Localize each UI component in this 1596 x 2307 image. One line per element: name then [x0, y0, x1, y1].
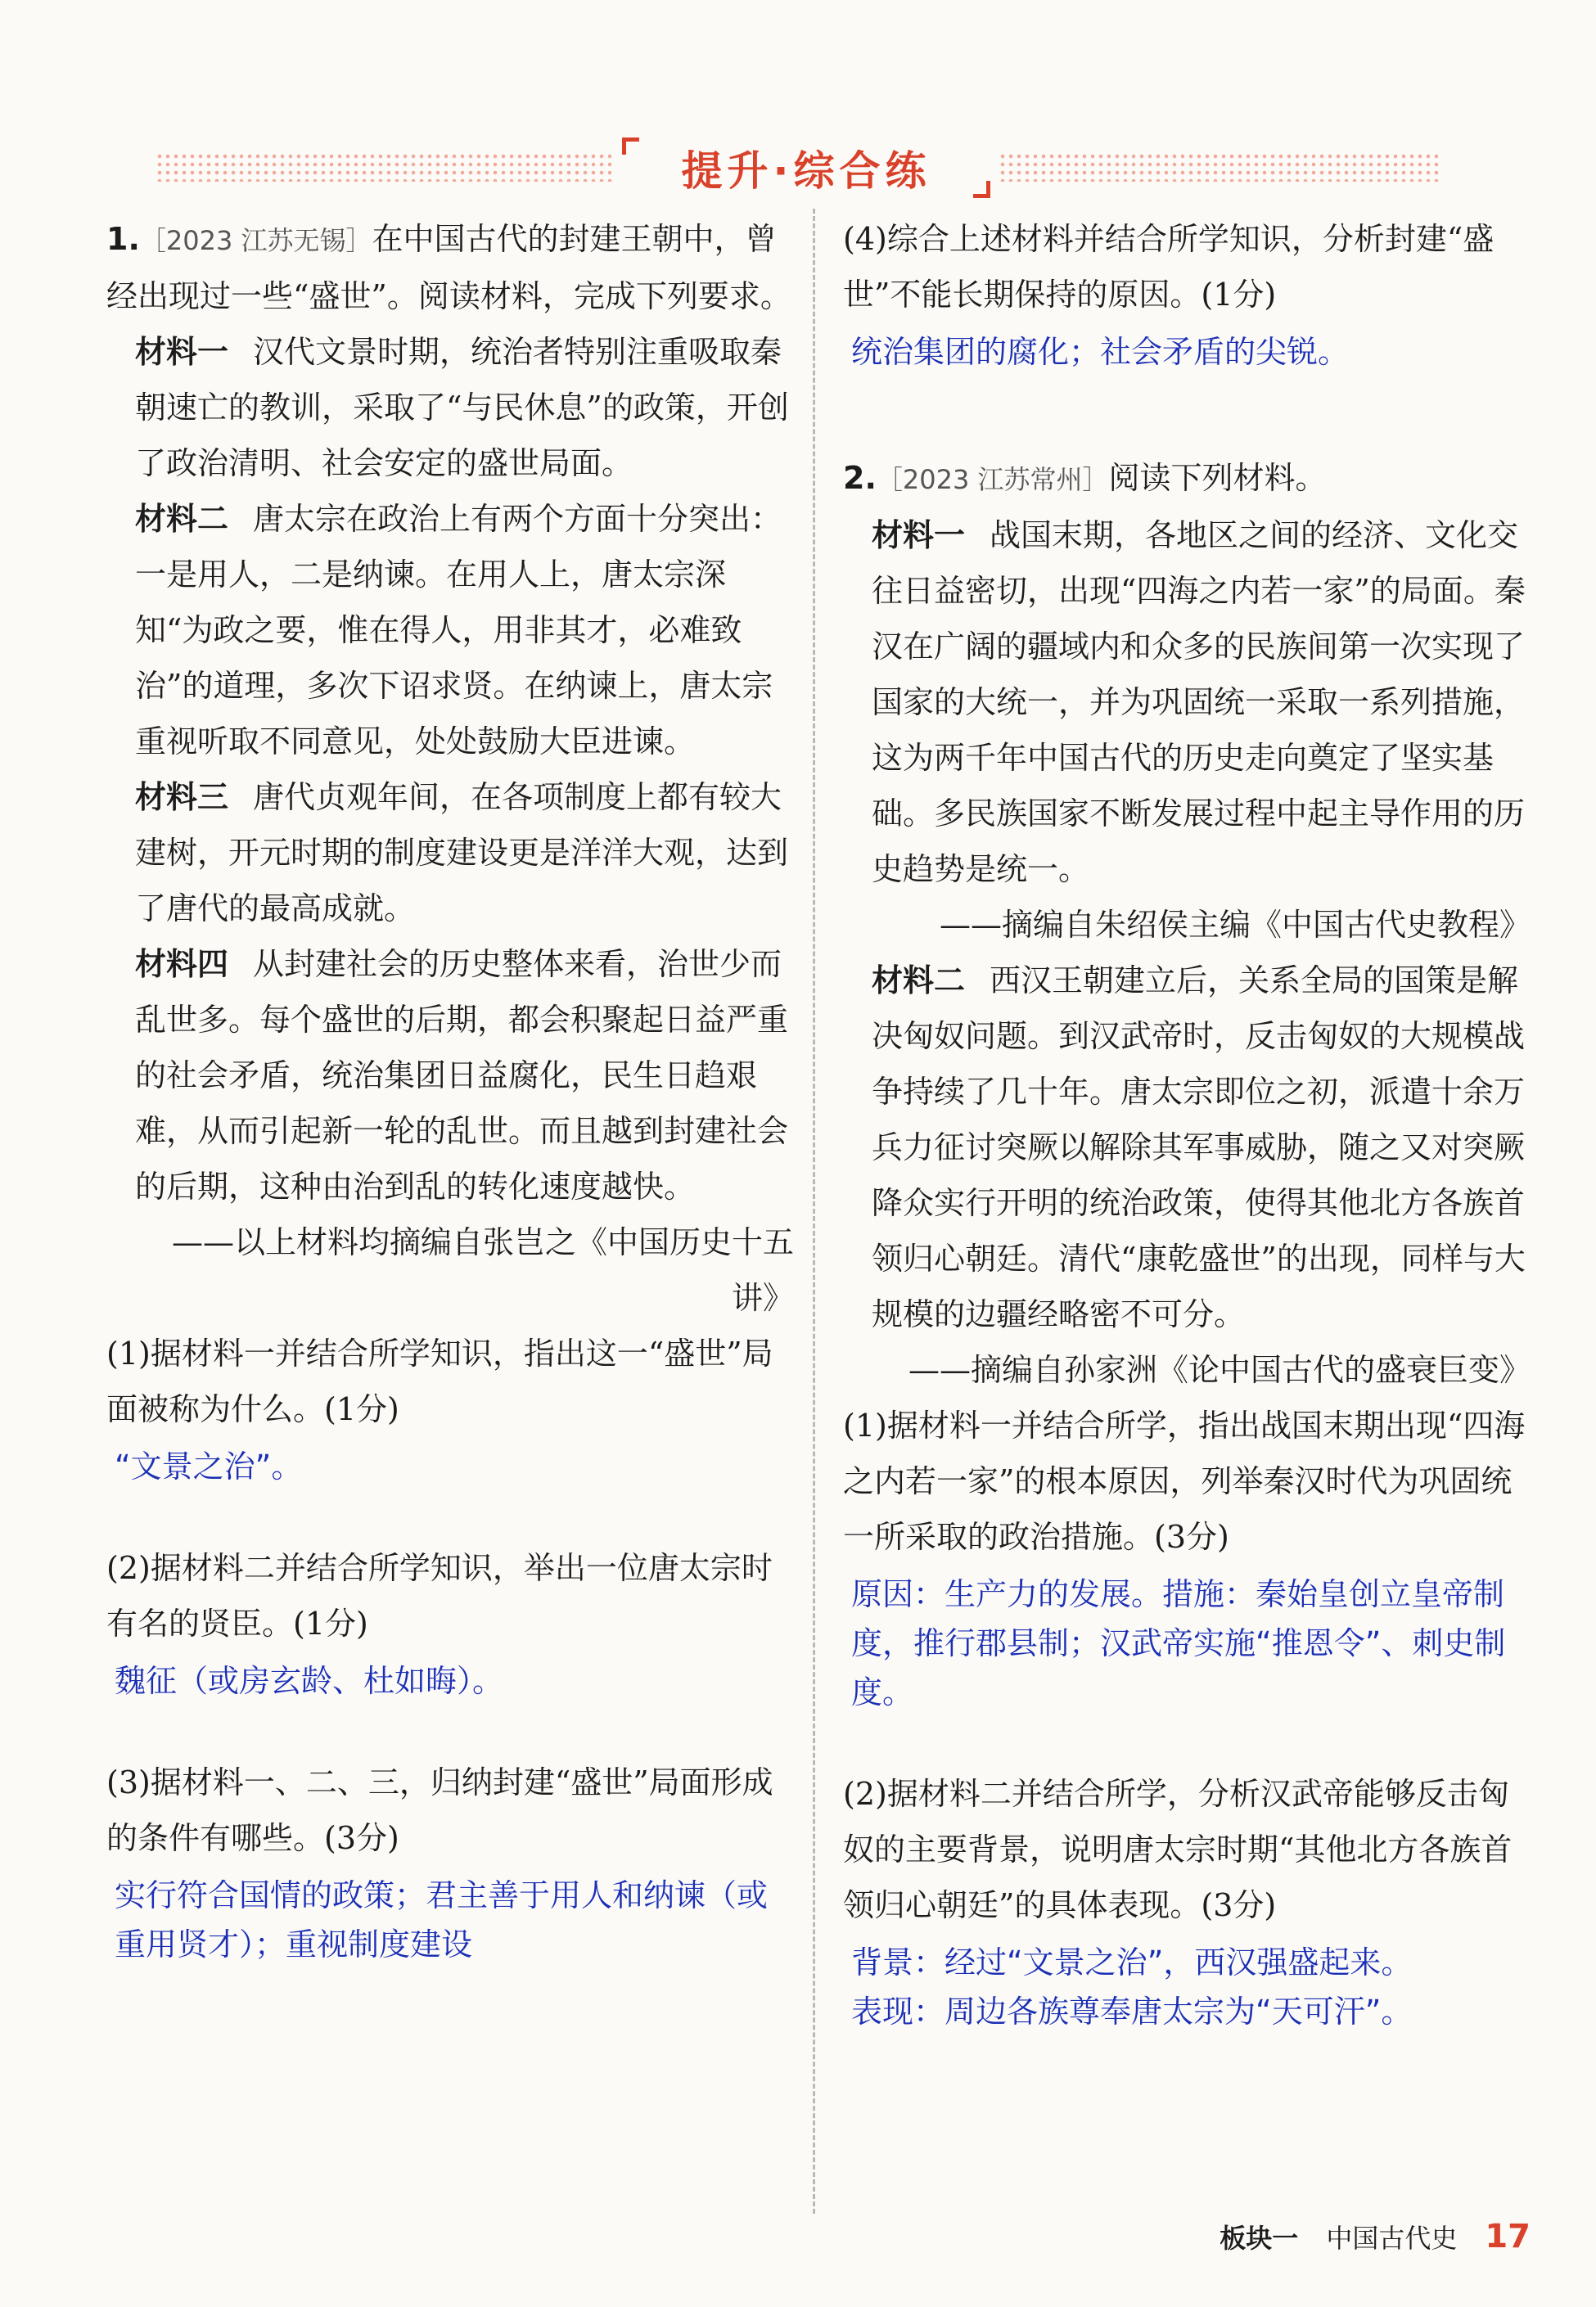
question-2-source: ［2023 江苏常州］: [876, 464, 1109, 495]
material-block: [135, 769, 794, 936]
question-2-source-note-2: ——摘编自孙家洲《论中国古代的盛衰巨变》: [908, 1352, 1531, 1388]
header-title: 提升·综合练: [681, 147, 931, 195]
page-footer: [1220, 2218, 1531, 2255]
q1-sub4-answer: 统治集团的腐化；社会矛盾的尖锐。: [851, 334, 1350, 370]
header-dots-left: [156, 152, 614, 182]
question-2-source-note-1: ——摘编自朱绍侯主编《中国古代史教程》: [939, 907, 1531, 943]
q2-sub1-question: (1)据材料一并结合所学，指出战国末期出现“四海之内若一家”的根本原因，列举秦汉时代为巩固统一所采取的政治措施。(3分): [843, 1408, 1526, 1555]
question-1-materials: [106, 324, 794, 1326]
footer-subject: 中国古代史: [1326, 2223, 1458, 2254]
question-2-materials: [843, 507, 1531, 1398]
material-text: 战国末期，各地区之间的经济、文化交往日益密切，出现“四海之内若一家”的局面。秦汉在广阔的疆域内和众多的民族间第一次实现了国家的大统一，并为巩固统一采取一系列措施，这为两千年中国古代的历史走向奠定了坚实基础。多民族国家不断发展过程中起主导作用的历史趋势是统一。: [872, 517, 1526, 887]
question-2-head: [843, 450, 1531, 507]
question-1-source: ［2023 江苏无锡］: [139, 225, 372, 256]
question-1-number: 1.: [106, 221, 140, 257]
q1-sub4-question: (4)综合上述材料并结合所学知识，分析封建“盛世”不能长期保持的原因。(1分): [843, 221, 1495, 313]
header-title-box: [622, 131, 990, 205]
question-1-head: [106, 211, 794, 324]
material-label: 材料二: [872, 962, 966, 998]
material-text: 从封建社会的历史整体来看，治世少而乱世多。每个盛世的后期，都会积聚起日益严重的社会矛盾，统治集团日益腐化，民生日趋艰难，从而引起新一轮的乱世。而且越到封建社会的后期，这种由治到乱的转化速度越快。: [135, 946, 789, 1205]
material-text: 汉代文景时期，统治者特别注重吸取秦朝速亡的教训，采取了“与民休息”的政策，开创了政治清明、社会安定的盛世局面。: [135, 334, 789, 481]
left-column: [106, 211, 794, 1969]
material-block: [872, 953, 1531, 1342]
right-column: [843, 211, 1531, 2036]
q1-sub3-answer: 实行符合国情的政策；君主善于用人和纳谏（或重用贤才）；重视制度建设: [115, 1877, 769, 1962]
q1-sub3-question: (3)据材料一、二、三，归纳封建“盛世”局面形成的条件有哪些。(3分): [106, 1764, 773, 1856]
page-number: 17: [1485, 2218, 1531, 2255]
material-text: 西汉王朝建立后，关系全局的国策是解决匈奴问题。到汉武帝时，反击匈奴的大规模战争持续了几十年。唐太宗即位之初，派遣十余万兵力征讨突厥以解除其军事威胁，随之又对突厥降众实行开明的统治政策，使得其他北方各族首领归心朝廷。清代“康乾盛世”的出现，同样与大规模的边疆经略密不可分。: [872, 962, 1526, 1332]
question-1-intro: 在中国古代的封建王朝中，曾经出现过一些“盛世”。阅读材料，完成下列要求。: [106, 221, 791, 314]
header-corner-left: [622, 137, 639, 155]
header-corner-right: [973, 181, 990, 198]
q2-sub2-question: (2)据材料二并结合所学，分析汉武帝能够反击匈奴的主要背景，说明唐太宗时期“其他北方各族首领归心朝廷”的具体表现。(3分): [843, 1776, 1513, 1923]
column-divider: [813, 209, 815, 2214]
q1-sub1-answer: “文景之治”。: [115, 1449, 303, 1485]
material-label: 材料一: [872, 517, 966, 553]
material-block: [135, 936, 794, 1214]
q2-sub2-answer-performance: 表现：周边各族尊奉唐太宗为“天可汗”。: [851, 1994, 1413, 2030]
q2-sub2-answer-background: 背景：经过“文景之治”，西汉强盛起来。: [851, 1944, 1413, 1980]
section-header: [156, 131, 1440, 205]
material-text: 唐代贞观年间，在各项制度上都有较大建树，开元时期的制度建设更是洋洋大观，达到了唐代的最高成就。: [135, 779, 789, 926]
material-block: [872, 507, 1531, 897]
material-label: 材料一: [135, 334, 229, 370]
q1-sub2-question: (2)据材料二并结合所学知识，举出一位唐太宗时有名的贤臣。(1分): [106, 1550, 773, 1642]
question-1-source-note: ——以上材料均摘编自张岂之《中国历史十五讲》: [171, 1224, 794, 1316]
material-block: [135, 491, 794, 769]
material-block: [135, 324, 794, 491]
material-label: 材料三: [135, 779, 229, 815]
q1-sub2-answer: 魏征（或房玄龄、杜如晦）。: [115, 1663, 504, 1699]
header-dots-right: [999, 152, 1440, 182]
q1-sub1-question: (1)据材料一并结合所学知识，指出这一“盛世”局面被称为什么。(1分): [106, 1336, 773, 1427]
material-label: 材料二: [135, 501, 229, 537]
q2-sub1-answer: 原因：生产力的发展。措施：秦始皇创立皇帝制度，推行郡县制；汉武帝实施“推恩令”、刺史制度。: [851, 1576, 1506, 1710]
footer-section: 板块一: [1220, 2223, 1299, 2254]
question-2-number: 2.: [843, 460, 877, 496]
material-label: 材料四: [135, 946, 229, 982]
question-2-intro: 阅读下列材料。: [1108, 460, 1327, 496]
material-text: 唐太宗在政治上有两个方面十分突出：一是用人，二是纳谏。在用人上，唐太宗深知“为政之要，惟在得人，用非其才，必难致治”的道理，多次下诏求贤。在纳谏上，唐太宗重视听取不同意见，处处鼓励大臣进谏。: [135, 501, 782, 759]
